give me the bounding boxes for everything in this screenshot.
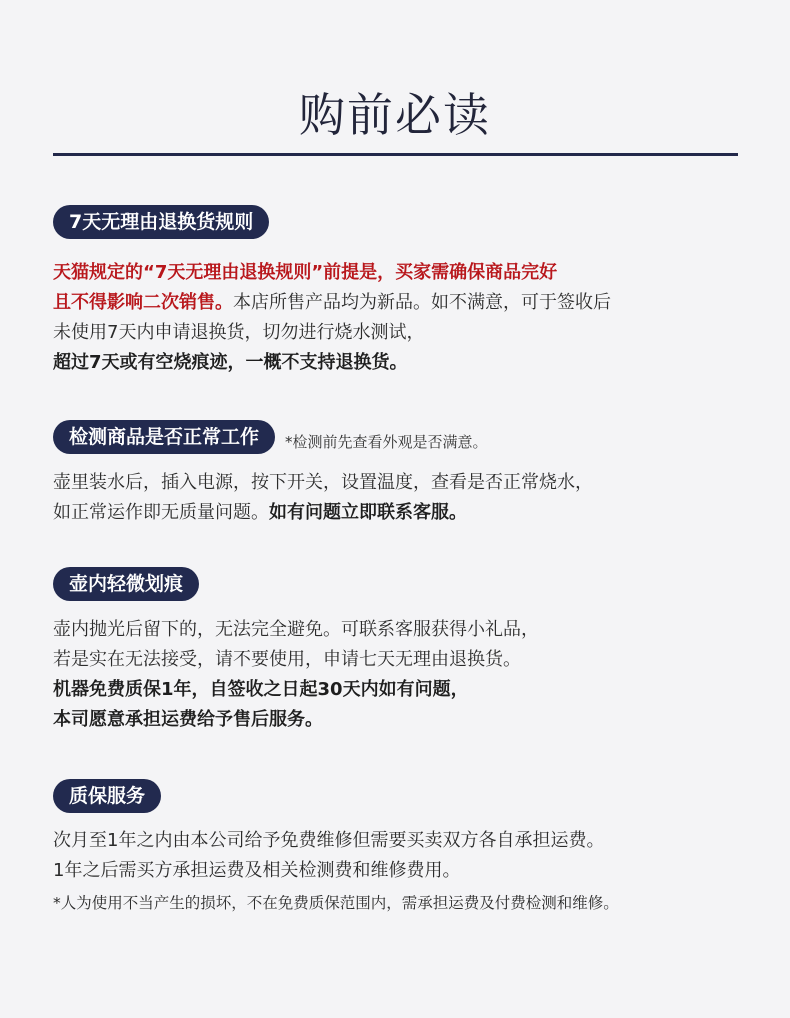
section-scratches (53, 567, 753, 735)
page-title: 购前必读 (299, 88, 491, 142)
section-heading-return-policy: 7天无理由退换货规则 (53, 205, 269, 239)
policy-mixed-line (53, 288, 753, 318)
scratches-line: 壶内抛光后留下的，无法完全避免。可联系客服获得小礼品， (53, 619, 539, 640)
section-return-policy (53, 205, 753, 378)
warranty-footnote: *人为使用不当产生的损坏，不在免费质保范围内，需承担运费及付费检测和维修。 (53, 894, 619, 912)
title-divider (53, 153, 738, 156)
section-body-warranty-service (53, 826, 753, 916)
contact-service-text: 如有问题立即联系客服。 (269, 502, 467, 523)
section-heading-function-check: 检测商品是否正常工作 (53, 420, 275, 454)
section-body-scratches (53, 615, 753, 735)
policy-emphasis-line: 天猫规定的“7天无理由退换规则”前提是，买家需确保商品完好 (53, 262, 558, 283)
function-check-mixed-line (53, 498, 753, 528)
warranty-bold-line: 本司愿意承担运费给予售后服务。 (53, 709, 323, 730)
section-warranty-service (53, 779, 753, 916)
warranty-line: 1年之后需买方承担运费及相关检测费和维修费用。 (53, 860, 461, 881)
function-check-line: 壶里装水后，插入电源，按下开关，设置温度，查看是否正常烧水， (53, 472, 593, 493)
section-heading-warranty-service: 质保服务 (53, 779, 161, 813)
policy-bold-line: 超过7天或有空烧痕迹，一概不支持退换货。 (53, 352, 408, 373)
scratches-line: 若是实在无法接受，请不要使用，申请七天无理由退换货。 (53, 649, 521, 670)
function-check-note: *检测前先查看外观是否满意。 (285, 433, 488, 451)
warranty-bold-line: 机器免费质保1年，自签收之日起30天内如有问题， (53, 679, 469, 700)
section-body-return-policy (53, 258, 753, 378)
policy-line: 未使用7天内申请退换货，切勿进行烧水测试， (53, 322, 425, 343)
policy-text: 本店所售产品均为新品。如不满意，可于签收后 (233, 292, 611, 313)
warranty-line: 次月至1年之内由本公司给予免费维修但需要买卖双方各自承担运费。 (53, 830, 605, 851)
section-function-check (53, 420, 753, 528)
section-body-function-check (53, 468, 753, 528)
section-heading-scratches: 壶内轻微划痕 (53, 567, 199, 601)
function-check-text: 如正常运作即无质量问题。 (53, 502, 269, 523)
policy-emphasis-text: 且不得影响二次销售。 (53, 292, 233, 313)
